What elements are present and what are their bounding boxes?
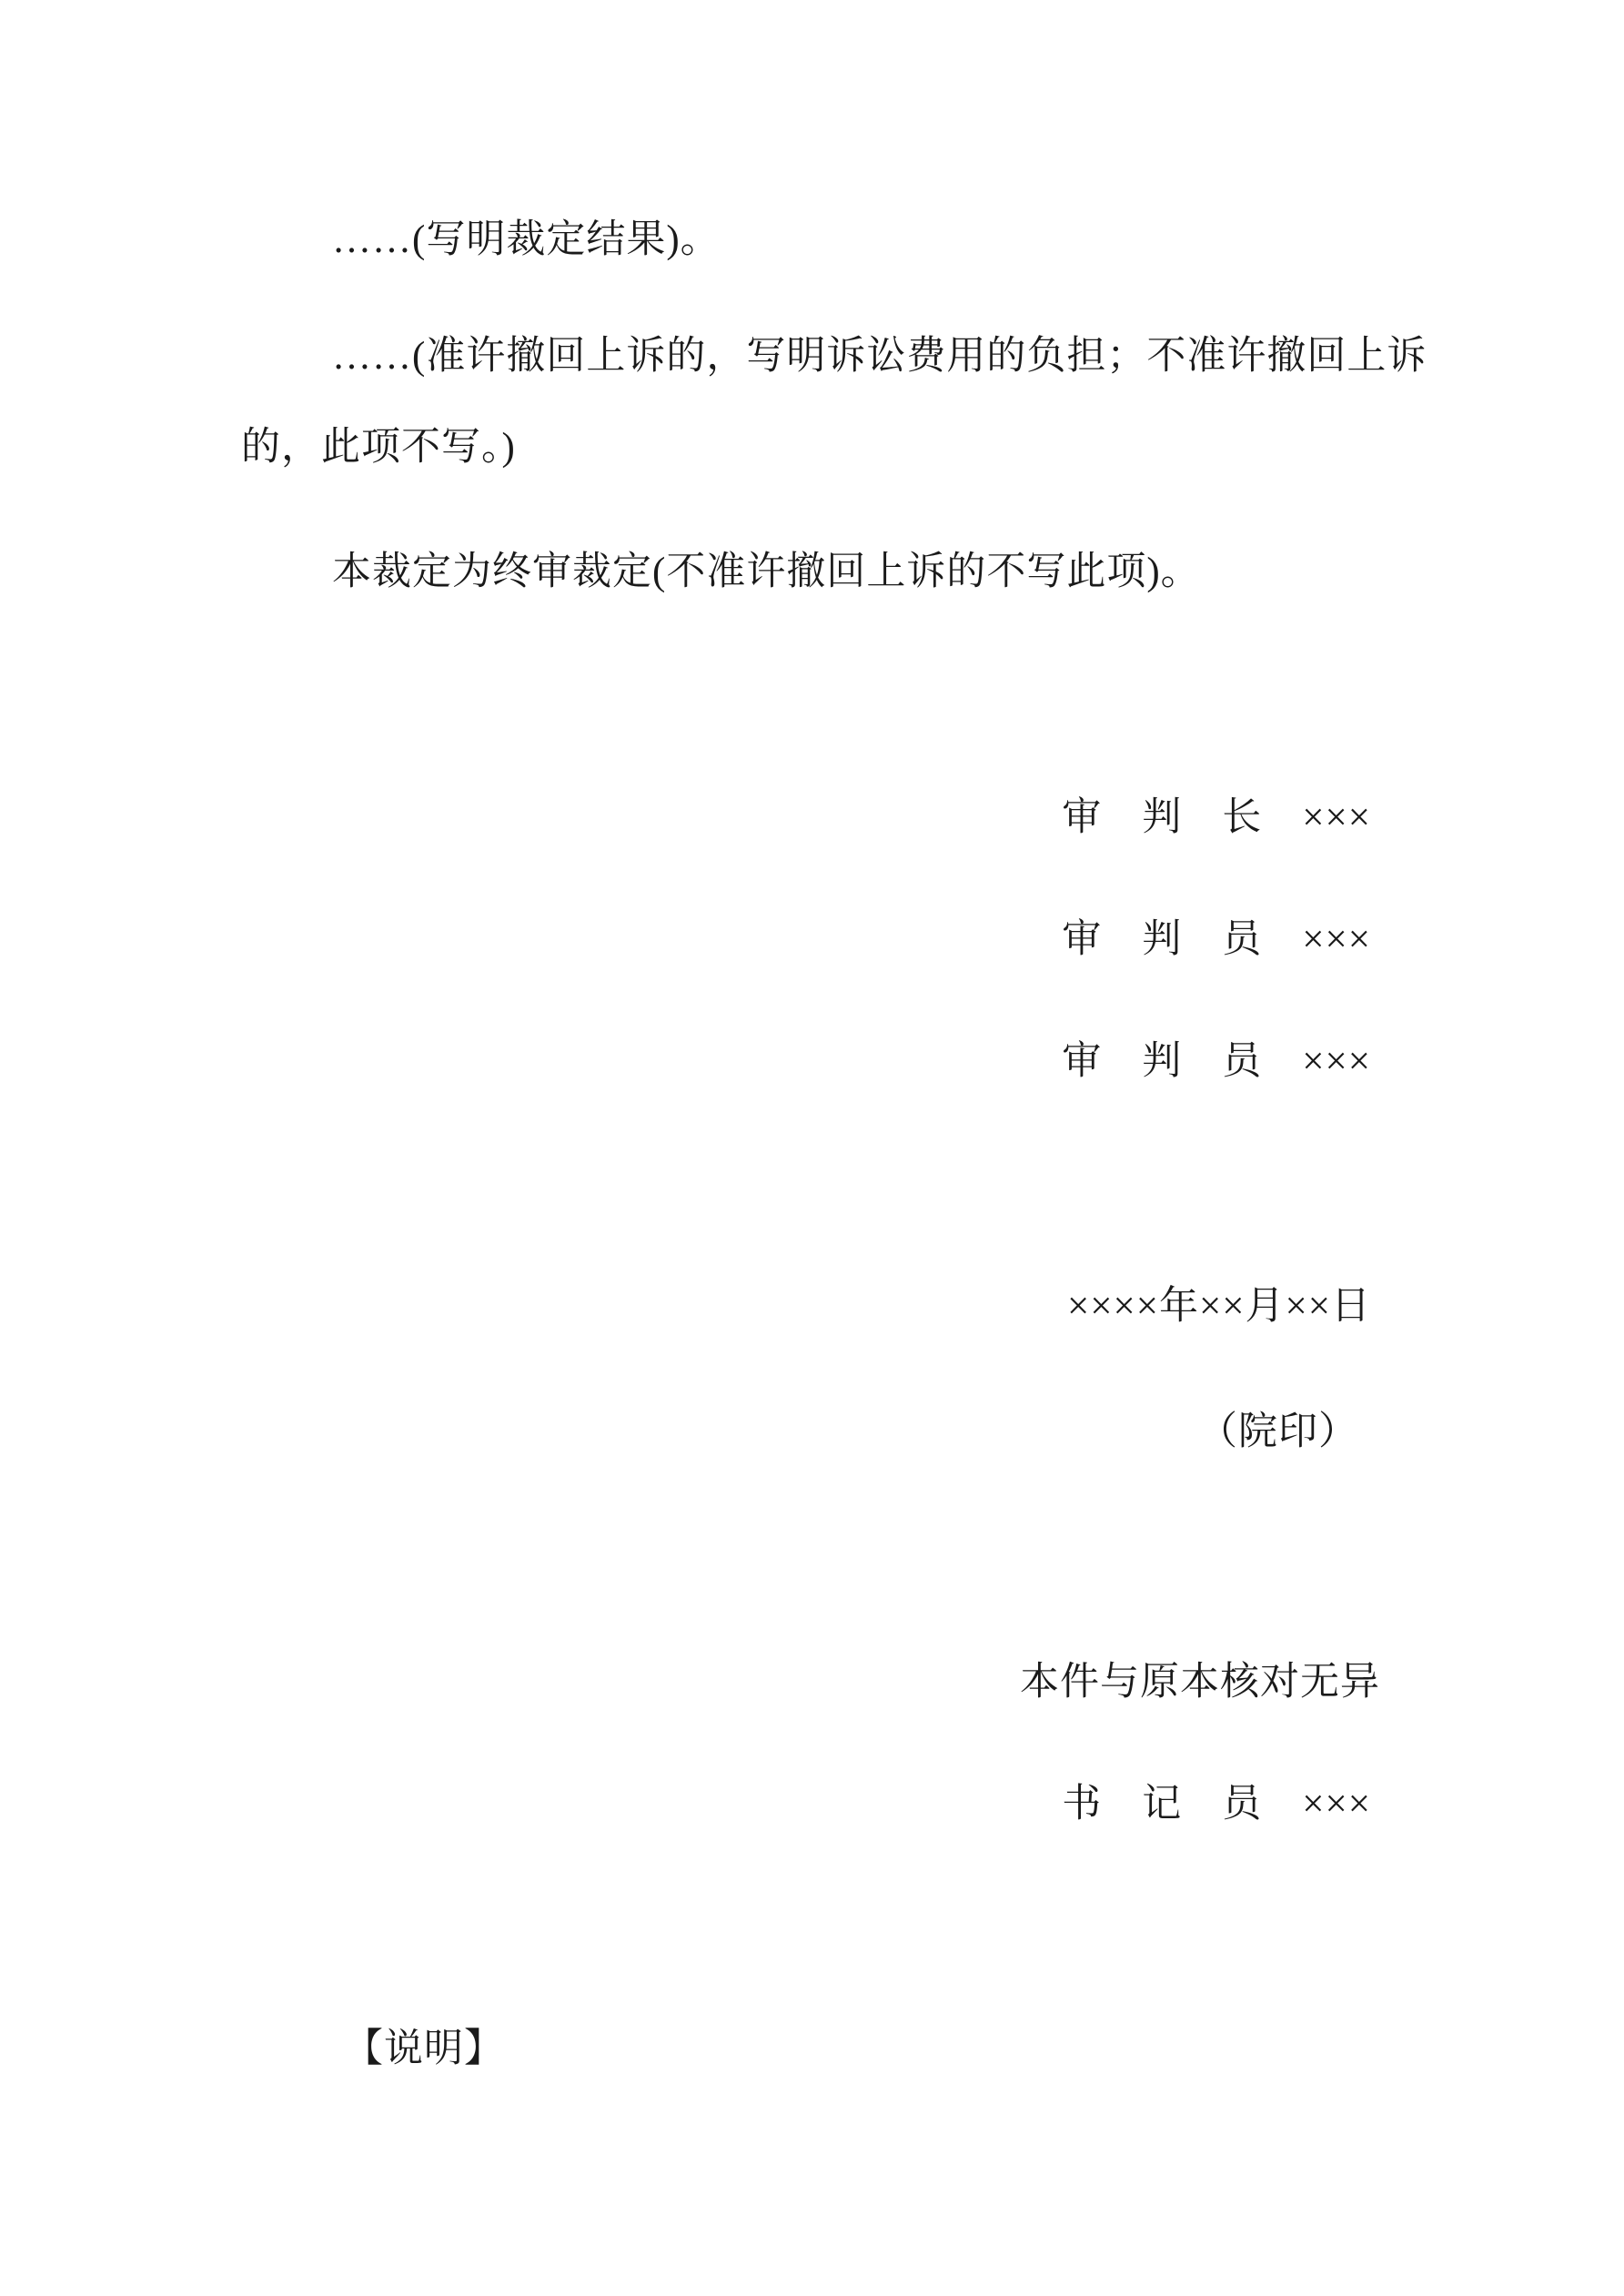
- paragraph-final-ruling: 本裁定为终审裁定(不准许撤回上诉的不写此项)。: [332, 551, 1201, 593]
- signature-clerk: 书 记 员 ×××: [1062, 1783, 1371, 1826]
- paragraph-withdrawal-costs-line1: ……(准许撤回上诉的，写明诉讼费用的负担；不准许撤回上诉: [332, 335, 1427, 378]
- paragraph-ruling-result: ……(写明裁定结果)。: [332, 218, 721, 261]
- paragraph-withdrawal-costs-line2: 的，此项不写。): [241, 426, 516, 469]
- date-placeholder-line: ××××年××月××日: [1066, 1285, 1371, 1328]
- notes-section-heading: 【说明】: [344, 2028, 504, 2070]
- court-seal-note: （院印）: [1198, 1411, 1358, 1453]
- signature-judge-1: 审 判 员 ×××: [1062, 918, 1371, 961]
- copy-verification-note: 本件与原本核对无异: [1020, 1661, 1380, 1704]
- signature-presiding-judge: 审 判 长 ×××: [1062, 796, 1371, 839]
- signature-judge-2: 审 判 员 ×××: [1062, 1040, 1371, 1083]
